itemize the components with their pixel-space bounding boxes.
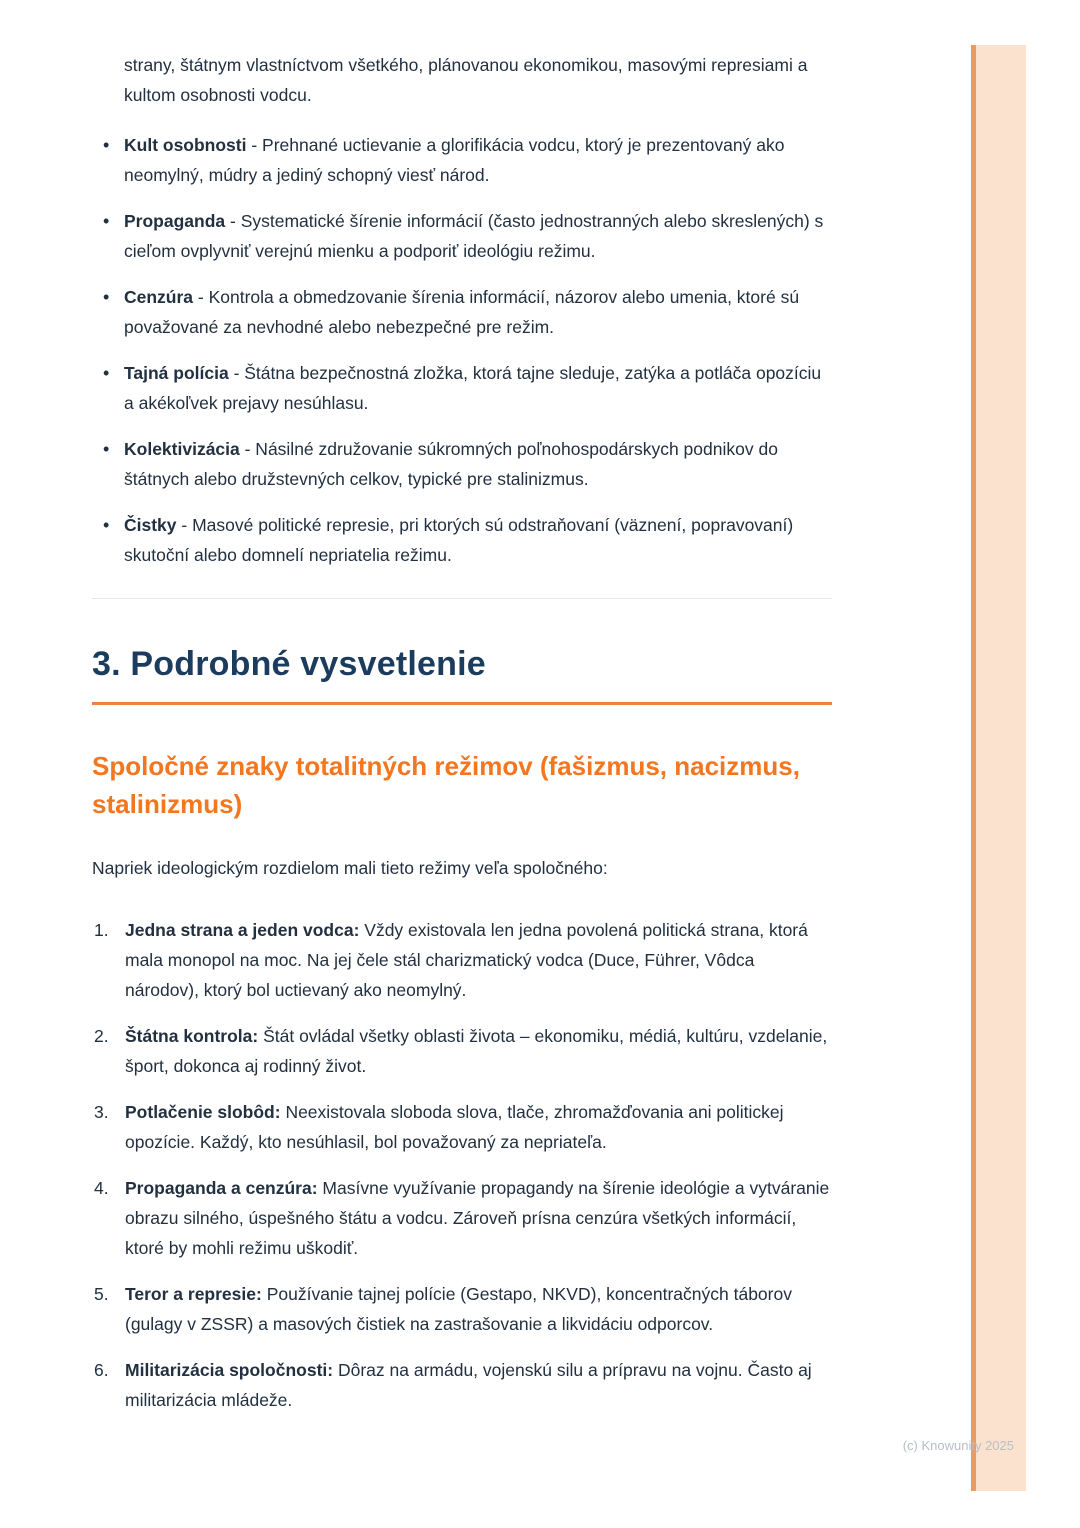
definition-text: - Prehnané uctievanie a glorifikácia vodcu, ktorý je prezentovaný ako neomylný, múdry a jediný schopný viesť národ. <box>124 135 785 185</box>
item-number: 3. <box>94 1102 109 1122</box>
item-number: 4. <box>94 1178 109 1198</box>
definition-term: Kult osobnosti <box>124 135 247 155</box>
numbered-list <box>92 915 832 1415</box>
definition-term: Propaganda <box>124 211 226 231</box>
definition-item <box>92 206 832 266</box>
item-term: Štátna kontrola: <box>125 1026 259 1046</box>
numbered-item <box>92 915 832 1005</box>
item-number: 2. <box>94 1026 109 1046</box>
item-text: Vždy existovala len jedna povolená politická strana, ktorá mala monopol na moc. Na jej čele stál charizmatický vodca (Duce, Führer, Vôdca národov), ktorý bol uctievaný ako neomylný. <box>125 920 808 1000</box>
section-divider <box>92 598 832 599</box>
definition-item <box>92 282 832 342</box>
definition-term: Tajná polícia <box>124 363 229 383</box>
item-text: Dôraz na armádu, vojenskú silu a prípravu na vojnu. Často aj militarizácia mládeže. <box>125 1360 812 1410</box>
lead-paragraph: Napriek ideologickým rozdielom mali tieto režimy veľa spoločného: <box>92 858 608 878</box>
item-text: Neexistovala sloboda slova, tlače, zhromažďovania ani politickej opozície. Každý, kto nesúhlasil, bol považovaný za nepriateľa. <box>125 1102 784 1152</box>
definition-item <box>92 358 832 418</box>
numbered-item <box>92 1279 832 1339</box>
definition-term: Kolektivizácia <box>124 439 240 459</box>
numbered-item <box>92 1355 832 1415</box>
numbered-item <box>92 1021 832 1081</box>
definition-text: - Kontrola a obmedzovanie šírenia informácií, názorov alebo umenia, ktoré sú považované za nevhodné alebo nebezpečné pre režim. <box>124 287 800 337</box>
definitions-list <box>92 130 832 570</box>
numbered-item <box>92 1173 832 1263</box>
paragraph-continuation: strany, štátnym vlastníctvom všetkého, plánovanou ekonomikou, masovými represiami a kultom osobnosti vodcu. <box>124 55 808 105</box>
definition-text: - Systematické šírenie informácií (často jednostranných alebo skreslených) s cieľom ovplyvniť verejnú mienku a podporiť ideológiu režimu. <box>124 211 824 261</box>
item-term: Militarizácia spoločnosti: <box>125 1360 334 1380</box>
item-term: Potlačenie slobôd: <box>125 1102 281 1122</box>
document-content <box>92 50 832 1431</box>
watermark: (c) Knowunity 2025 <box>902 1438 1014 1453</box>
item-text: Štát ovládal všetky oblasti života – ekonomiku, médiá, kultúru, vzdelanie, šport, dokonca aj rodinný život. <box>125 1026 828 1076</box>
section-title-underline <box>92 702 832 705</box>
definition-item <box>92 434 832 494</box>
definition-text: - Násilné združovanie súkromných poľnohospodárskych podnikov do štátnych alebo družstevných celkov, typické pre stalinizmus. <box>124 439 778 489</box>
definition-item <box>92 130 832 190</box>
page-edge-accent-band <box>976 45 1026 1491</box>
definition-term: Čistky <box>124 515 177 535</box>
item-text: Masívne využívanie propagandy na šírenie ideológie a vytváranie obrazu silného, úspešného štátu a vodcu. Zároveň prísna cenzúra všetkých informácií, ktoré by mohli režimu uškodiť. <box>125 1178 830 1258</box>
item-term: Propaganda a cenzúra: <box>125 1178 318 1198</box>
item-number: 6. <box>94 1360 109 1380</box>
definition-item <box>92 510 832 570</box>
definition-term: Cenzúra <box>124 287 194 307</box>
item-number: 5. <box>94 1284 109 1304</box>
definition-text: - Štátna bezpečnostná zložka, ktorá tajne sleduje, zatýka a potláča opozíciu a akékoľvek prejavy nesúhlasu. <box>124 363 822 413</box>
item-term: Jedna strana a jeden vodca: <box>125 920 360 940</box>
section-title: 3. Podrobné vysvetlenie <box>92 645 486 683</box>
subsection-title: Spoločné znaky totalitných režimov (fašizmus, nacizmus, stalinizmus) <box>92 751 800 819</box>
definition-text: - Masové politické represie, pri ktorých sú odstraňovaní (väznení, popravovaní) skutoční alebo domnelí nepriatelia režimu. <box>124 515 794 565</box>
item-term: Teror a represie: <box>125 1284 262 1304</box>
item-number: 1. <box>94 920 109 940</box>
item-text: Používanie tajnej polície (Gestapo, NKVD), koncentračných táborov (gulagy v ZSSR) a masových čistiek na zastrašovanie a likvidáciu odporcov. <box>125 1284 792 1334</box>
numbered-item <box>92 1097 832 1157</box>
